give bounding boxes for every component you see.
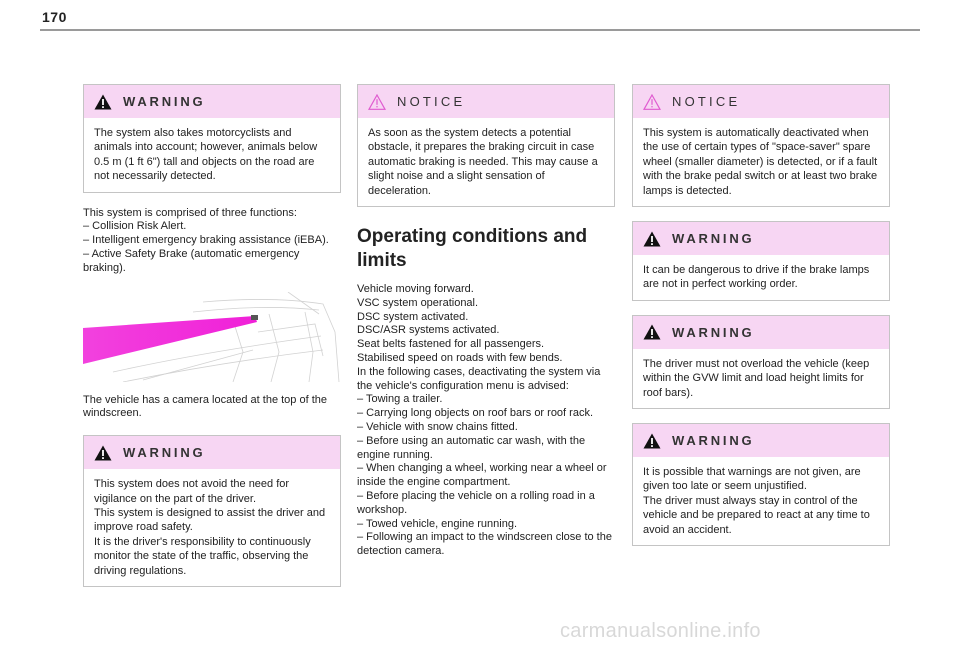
header-rule (40, 29, 920, 31)
warning-triangle-icon (643, 324, 661, 340)
warning-box-overload (632, 315, 890, 409)
notice-box-header (633, 85, 889, 118)
conditions-paragraph: Vehicle moving forward. VSC system operational. DSC system activated. DSC/ASR systems activated. Seat belts fastened for all passengers. Stabilised speed on roads with few bends. In the following cases, deactivating the system via the vehicle's configuration menu is advised: – Towing a trailer. – Carrying long objects on roof bars or roof rack. – Vehicle with snow chains fitted. – Before using an automatic car wash, with the engine running. – When changing a wheel, working near a wheel or inside the engine compartment. – Before placing the vehicle on a rolling road in a workshop. – Towed vehicle, engine running. – Following an impact to the windscreen close to the detection camera. (357, 283, 612, 558)
notice-box-header (358, 85, 614, 118)
warning-triangle-icon (94, 94, 112, 110)
vehicle-camera-image (83, 292, 341, 382)
warning-text: The system also takes motorcyclists and animals into account; however, animals below 0.5 m (1 ft 6") tall and objects on the road are not necessarily detected. (94, 127, 318, 183)
warning-title: WARNING (672, 324, 755, 340)
warning-box-brake-lamps (632, 221, 890, 301)
warning-title: WARNING (123, 94, 206, 109)
windscreen-camera-illustration (83, 292, 341, 382)
notice-box (632, 84, 890, 207)
warning-title: WARNING (123, 445, 206, 461)
notice-text: This system is automatically deactivated when the use of certain types of "space-saver" spare wheel (smaller diameter) is detected, or if a fault with the brake pedal switch or at least two brake lamps is detected. (643, 127, 878, 197)
notice-triangle-icon (643, 94, 661, 110)
warning-text: It is possible that warnings are not given, are given too late or seem unjustified. The driver must always stay in control of the vehicle and be prepared to react at any time to avoid an accident. (643, 466, 870, 536)
column-3 (632, 84, 890, 546)
warning-box (83, 84, 341, 193)
warning-box-header (633, 316, 889, 349)
warning-box-2-header (84, 436, 340, 469)
notice-title: NOTICE (397, 94, 466, 109)
warning-triangle-icon (94, 445, 112, 461)
column-1 (83, 84, 341, 587)
warning-text: The driver must not overload the vehicle (keep within the GVW limit and load height limits for roof bars). (643, 357, 870, 399)
warning-box-header (633, 424, 889, 457)
functions-paragraph: This system is comprised of three functions: – Collision Risk Alert. – Intelligent emergency braking assistance (iEBA). – Active Safety Brake (automatic emergency braking). (83, 206, 329, 274)
warning-title: WARNING (672, 231, 755, 247)
column-2 (357, 84, 615, 559)
warning-text: This system does not avoid the need for vigilance on the part of the driver. This system is designed to assist the driver and improve road safety. It is the driver's responsibility to continuously monitor the state of the traffic, observing the driving regulations. (94, 478, 326, 577)
warning-box-driver-control (632, 423, 890, 546)
notice-box (357, 84, 615, 207)
notice-title: NOTICE (672, 94, 741, 109)
page-number: 170 (42, 9, 67, 25)
notice-triangle-icon (368, 94, 386, 110)
watermark: carmanualsonline.info (560, 620, 761, 642)
warning-triangle-icon (643, 231, 661, 247)
warning-box-header (633, 222, 889, 255)
warning-triangle-icon (643, 433, 661, 449)
camera-paragraph: The vehicle has a camera located at the top of the windscreen. (83, 393, 327, 420)
warning-title: WARNING (672, 433, 755, 449)
section-heading: Operating conditions and limits (357, 226, 588, 272)
warning-box-header (84, 85, 340, 118)
notice-text: As soon as the system detects a potential obstacle, it prepares the braking circuit in case automatic braking is needed. This may cause a slight noise and a slight sensation of deceleration. (368, 127, 598, 197)
warning-text: It can be dangerous to drive if the brake lamps are not in perfect working order. (643, 264, 870, 291)
warning-box-2 (83, 435, 341, 587)
